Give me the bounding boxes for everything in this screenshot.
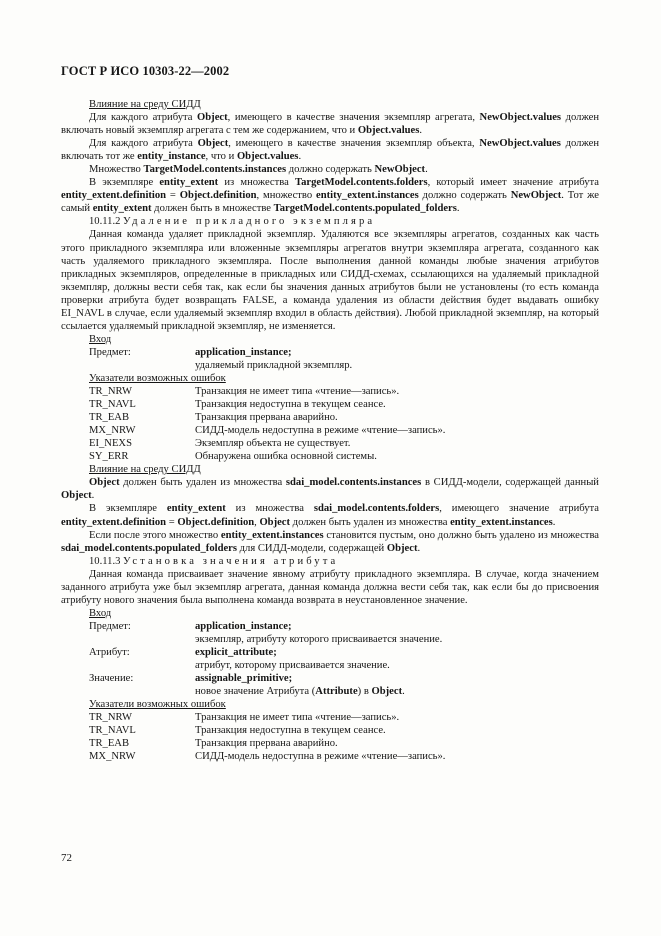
effect-paragraph-3: Множество TargetModel.contents.instances должно содержать NewObject. bbox=[89, 164, 428, 176]
page-number: 72 bbox=[61, 852, 72, 864]
input-field-attribute-desc: атрибут, которому присваивается значение. bbox=[195, 660, 390, 672]
errors-heading-2: Указатели возможных ошибок bbox=[89, 699, 226, 711]
error-row: SY_ERR Обнаружена ошибка основной системы. bbox=[89, 451, 377, 463]
input-field-value: Значение: assignable_primitive; bbox=[89, 673, 293, 685]
effect-paragraph-2: Для каждого атрибута Object, имеющего в качестве значения экземпляр объекта, NewObject.values должен включать тот же entity_instance, что и Object.values. bbox=[61, 138, 599, 163]
error-row: MX_NRW СИДД-модель недоступна в режиме «чтение—запись». bbox=[89, 425, 446, 437]
input-field-attribute: Атрибут: explicit_attribute; bbox=[89, 646, 277, 658]
page-header: ГОСТ Р ИСО 10303-22—2002 bbox=[61, 64, 230, 78]
input-field-value-desc: новое значение Атрибута (Attribute) в Object. bbox=[195, 686, 405, 698]
error-row: TR_EAB Транзакция прервана аварийно. bbox=[89, 738, 338, 750]
effect-paragraph-4: В экземпляре entity_extent из множества TargetModel.contents.folders, который имеет значение атрибута entity_extent.definition = Object.definition, множество entity_extent.instances должно содержать NewObject. Тот же самый entity_extent должен быть в множестве TargetModel.contents.populated_folders. bbox=[61, 177, 600, 215]
errors-list bbox=[61, 385, 599, 463]
error-row: MX_NRW СИДД-модель недоступна в режиме «чтение—запись». bbox=[89, 751, 446, 763]
error-row: TR_NAVL Транзакция недоступна в текущем сеансе. bbox=[89, 399, 386, 411]
error-row: TR_NAVL Транзакция недоступна в текущем сеансе. bbox=[89, 725, 386, 737]
section-heading-10-11-3: 10.11.3 Установка значения атрибута bbox=[89, 555, 339, 567]
section-body-10-11-2: Данная команда удаляет прикладной экземпляр. Удаляются все экземпляры агрегатов, созданных как часть этого прикладного экземпляра или вложенные экземпляры агрегатов внутри экземпляра агрегата, созданного как часть удаляемого прикладного экземпляра. После выполнения данной команды любые значения атрибутов прикладных экземпляров, определенные в прикладных или СИДД-схемах, ссылающихся на удаляемый прикладной экземпляр, должны вести себя так, как если бы значения данных атрибутов были не установлены (то есть команда проверки атрибута будет возвращать FALSE, а команда удаления из области действия будет выдавать ошибку EI_NAVL в случае, если удаляемый экземпляр входил в область действия). Любой прикладной экземпляр, на который ссылается удаляемый прикладной экземпляр, не изменяется. bbox=[61, 229, 599, 332]
page-content bbox=[61, 98, 599, 763]
delete-effect-paragraph-3: Если после этого множество entity_extent.instances становится пустым, оно должно быть удалено из множества sdai_model.contents.populated_folders для СИДД-модели, содержащей Object. bbox=[61, 529, 600, 554]
delete-effect-paragraph-1: Object должен быть удален из множества sdai_model.contents.instances в СИДД-модели, содержащей данный Object. bbox=[61, 477, 599, 502]
input-field-subject: Предмет: application_instance; bbox=[89, 620, 292, 632]
effect-paragraph-1: Для каждого атрибута Object, имеющего в качестве значения экземпляр агрегата, NewObject.values должен включать новый экземпляр агрегата с тем же содержанием, что и Object.values. bbox=[61, 112, 599, 137]
errors-heading: Указатели возможных ошибок bbox=[89, 372, 226, 384]
error-row: TR_NRW Транзакция не имеет типа «чтение—запись». bbox=[89, 386, 400, 398]
effect-heading-2: Влияние на среду СИДД bbox=[89, 464, 201, 476]
input-field-subject-desc: экземпляр, атрибуту которого присваивается значение. bbox=[195, 633, 443, 645]
error-row: EI_NEXS Экземпляр объекта не существует. bbox=[89, 438, 351, 450]
section-body-10-11-3: Данная команда присваивает значение явному атрибуту прикладного экземпляра. В случае, когда значением заданного атрибута уже был экземпляр агрегата, данная команда должна вести себя так, как если бы до присвоения атрибуту нового значения была выполнена команда возврата в неустановленное значение. bbox=[61, 568, 599, 606]
input-heading: Вход bbox=[89, 333, 112, 345]
input-field-subject: Предмет: application_instance; bbox=[89, 346, 292, 358]
errors-list-2 bbox=[61, 711, 599, 763]
effect-heading: Влияние на среду СИДД bbox=[89, 99, 201, 110]
delete-effect-paragraph-2: В экземпляре entity_extent из множества sdai_model.contents.folders, имеющего значение атрибута entity_extent.definition = Object.definition, Object должен быть удален из множества entity_extent.instances. bbox=[61, 503, 599, 528]
input-field-subject-desc: удаляемый прикладной экземпляр. bbox=[195, 359, 353, 371]
error-row: TR_NRW Транзакция не имеет типа «чтение—запись». bbox=[89, 712, 400, 724]
section-heading-10-11-2: 10.11.2 Удаление прикладного экземпляра bbox=[89, 216, 376, 228]
error-row: TR_EAB Транзакция прервана аварийно. bbox=[89, 412, 338, 424]
input-heading-2: Вход bbox=[89, 607, 112, 619]
